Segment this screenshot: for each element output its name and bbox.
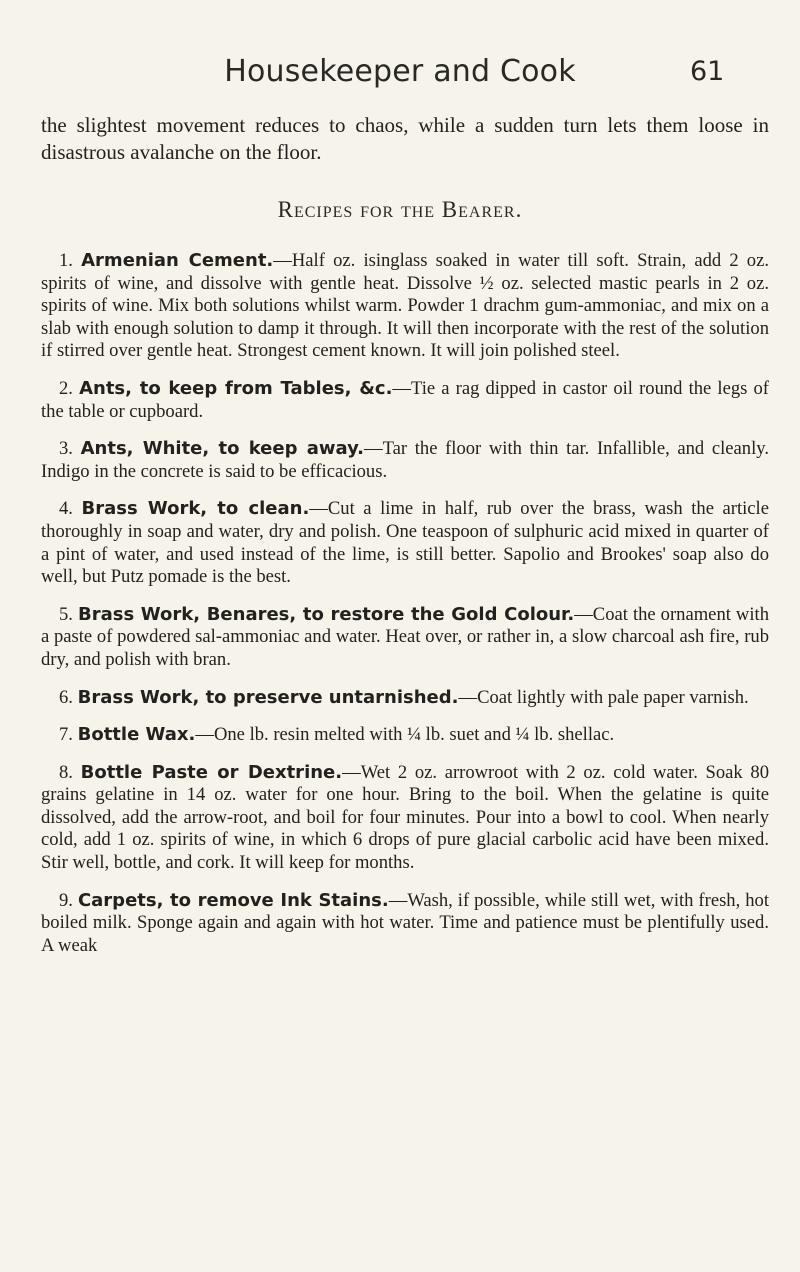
recipe-text: —Coat the ornament with a paste of powdered sal-ammoniac and water. Heat over, or rather in, a slow charcoal ash fire, rub dry, and polish with bran. bbox=[41, 603, 769, 670]
intro-paragraph: the slightest movement reduces to chaos, while a sudden turn lets them loose in disastrous avalanche on the floor. bbox=[41, 113, 769, 164]
recipe-title: Carpets, to remove Ink Stains. bbox=[77, 889, 389, 911]
recipe-text: —One lb. resin melted with ¼ lb. suet and ¼ lb. shellac. bbox=[195, 724, 615, 746]
recipe-title: Brass Work, to clean. bbox=[81, 498, 310, 520]
recipe-title: Bottle Paste or Dextrine. bbox=[80, 761, 343, 783]
recipe-entry bbox=[41, 378, 769, 423]
recipe-text: —Tar the floor with thin tar. Infallible, and cleanly. Indigo in the concrete is said to be efficacious. bbox=[41, 438, 769, 482]
recipe-entry bbox=[41, 604, 769, 672]
recipe-title: Armenian Cement. bbox=[81, 250, 274, 271]
recipe-number: 9. bbox=[59, 889, 73, 911]
section-heading: Recipes for the Bearer. bbox=[277, 197, 523, 222]
recipe-title: Bottle Wax. bbox=[77, 724, 196, 746]
recipe-number: 4. bbox=[59, 498, 73, 520]
recipe-text: —Tie a rag dipped in castor oil round the legs of the table or cupboard. bbox=[41, 377, 769, 422]
recipe-number: 5. bbox=[59, 603, 73, 625]
running-title: Housekeeper and Cook bbox=[224, 54, 576, 89]
recipe-number: 2. bbox=[59, 377, 73, 399]
recipe-entry bbox=[41, 498, 769, 588]
recipe-number: 6. bbox=[59, 686, 73, 708]
recipe-text: —Half oz. isinglass soaked in water till soft. Strain, add 2 oz. spirits of wine, and dissolve with gentle heat. Dissolve ½ oz. selected mastic pearls in 2 oz. spirits of wine. Mix both solutions whilst warm. Powder 1 drachm gum-ammoniac, and mix on a slab with enough solution to damp it through. It will then incorporate with the rest of the solution if stirred over gentle heat. Strongest cement known. It will join polished steel. bbox=[41, 250, 770, 362]
recipe-title: Brass Work, to preserve untarnished. bbox=[77, 686, 459, 708]
recipe-number: 1. bbox=[59, 250, 73, 271]
recipe-entry bbox=[41, 687, 769, 710]
recipe-title: Brass Work, Benares, to restore the Gold Colour. bbox=[77, 603, 575, 625]
recipe-text: —Coat lightly with pale paper varnish. bbox=[458, 686, 749, 708]
recipe-entry bbox=[41, 724, 769, 747]
recipe-number: 3. bbox=[59, 438, 73, 460]
recipe-entry bbox=[41, 250, 769, 363]
recipe-text: —Wash, if possible, while still wet, with fresh, hot boiled milk. Sponge again and again with hot water. Time and patience must be plentifully used. A weak bbox=[41, 889, 769, 956]
recipe-entry bbox=[41, 890, 769, 958]
recipe-entry bbox=[41, 438, 769, 483]
recipe-text: —Cut a lime in half, rub over the brass, wash the article thoroughly in soap and water, dry and polish. One teaspoon of sulphuric acid mixed in quarter of a pint of water, and used instead of the lime, is still better. Sapolio and Brookes' soap also do well, but Putz pomade is the best. bbox=[41, 498, 769, 588]
recipe-number: 8. bbox=[59, 761, 73, 783]
running-head bbox=[0, 54, 800, 100]
recipe-entry bbox=[41, 762, 769, 875]
recipe-list bbox=[41, 250, 769, 972]
recipe-number: 7. bbox=[59, 724, 73, 746]
recipe-text: —Wet 2 oz. arrowroot with 2 oz. cold water. Soak 80 grains gelatine in 14 oz. water for one hour. Bring to the boil. When the gelatine is quite dissolved, add the arrow-root, and boil for four minutes. Pour into a bowl to cool. When nearly cold, add 1 oz. spirits of wine, in which 6 drops of pure glacial carbolic acid have been mixed. Stir well, bottle, and cork. It will keep for months. bbox=[41, 761, 769, 874]
page-number: 61 bbox=[690, 56, 725, 87]
recipe-title: Ants, to keep from Tables, &c. bbox=[79, 377, 393, 399]
recipe-title: Ants, White, to keep away. bbox=[80, 438, 365, 460]
